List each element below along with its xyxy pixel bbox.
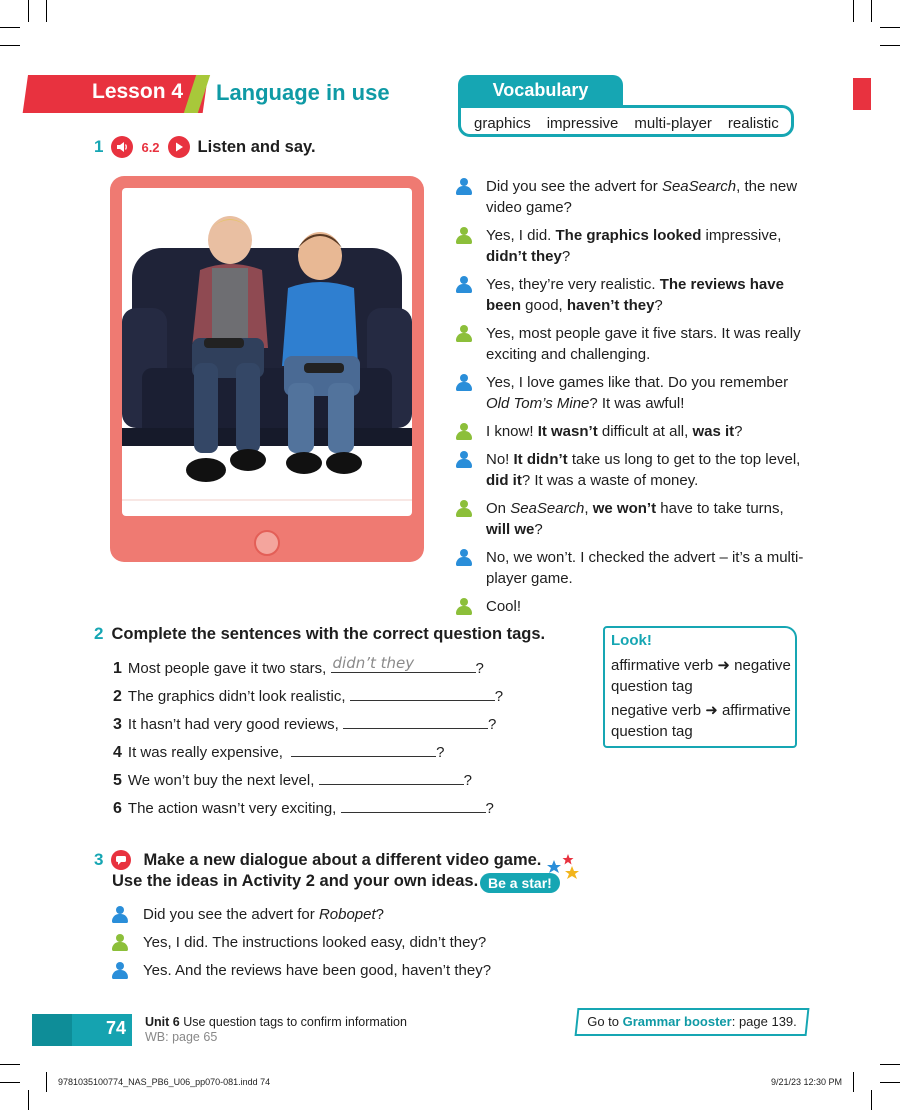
speaker-green-icon [456, 500, 472, 518]
speech-bubble-icon [111, 850, 131, 870]
dialogue-text: Did you see the advert for [143, 906, 319, 923]
booster-title: Grammar booster [622, 1014, 732, 1029]
dialogue-text: Yes, I did. [486, 227, 556, 244]
crop-mark [0, 27, 20, 28]
dialogue-text: Did you see the advert for [486, 178, 662, 195]
speaker-blue-icon [112, 906, 128, 924]
dialogue-text: I know! [486, 423, 538, 440]
dialogue-text: Yes. And the reviews have been good, haven’t they? [143, 962, 492, 979]
item-text: The graphics didn’t look realistic, [127, 688, 346, 705]
answer-blank[interactable] [341, 796, 486, 813]
dialogue-text: have to take turns, [656, 500, 784, 517]
activity3-line2: Use the ideas in Activity 2 and your own ideas. [112, 872, 479, 890]
dialogue-text: Yes, most people gave it five stars. It was really exciting and challenging. [486, 325, 801, 363]
unit-description: Use question tags to confirm information [183, 1015, 407, 1029]
booster-prefix: Go to [587, 1014, 623, 1029]
item-text: The action wasn’t very exciting, [127, 800, 337, 817]
vocab-word: multi-player [634, 115, 712, 132]
item-text: Most people gave it two stars, [127, 660, 327, 677]
play-icon[interactable] [168, 136, 190, 158]
dialogue-text: difficult at all, [597, 423, 693, 440]
item-number: 3 [113, 716, 122, 733]
activity2-instruction: Complete the sentences with the correct question tags. [111, 625, 546, 643]
dialogue-text: The reviews have been [486, 276, 784, 314]
dialogue-text: did it [486, 472, 522, 489]
dialogue-text: , [584, 500, 593, 517]
dialogue-text: ? [654, 297, 663, 314]
activity3-line1: Make a new dialogue about a different video game. [143, 850, 542, 869]
speaker-green-icon [456, 325, 472, 343]
exercise-item: 6 The action wasn’t very exciting, ? [113, 796, 494, 818]
dialogue-text: It didn’t [513, 451, 568, 468]
dialogue-text: was it [692, 423, 735, 440]
dialogue-line [486, 421, 804, 442]
speaker-blue-icon [456, 178, 472, 196]
activity1-instruction: Listen and say. [197, 137, 316, 156]
item-text: It hasn’t had very good reviews, [127, 716, 339, 733]
item-number: 5 [113, 772, 122, 789]
lesson-number: Lesson 4 [92, 80, 184, 103]
dialogue-text: Yes, they’re very realistic. [486, 276, 660, 293]
crop-mark [871, 1090, 872, 1110]
exercise-item: 3 It hasn’t had very good reviews, ? [113, 712, 496, 734]
dialogue-line [486, 225, 804, 267]
crop-mark [871, 0, 872, 22]
vocab-word: graphics [474, 115, 531, 132]
crop-mark [0, 45, 20, 46]
answer-blank[interactable] [350, 684, 495, 701]
tablet-photo [122, 188, 412, 516]
crop-mark [853, 0, 854, 22]
lesson-title: Language in use [216, 80, 390, 105]
dialogue-text: It wasn’t [537, 423, 598, 440]
exercise-item: 5 We won’t buy the next level, ? [113, 768, 472, 790]
dialogue-text: No! [486, 451, 514, 468]
item-number: 6 [113, 800, 122, 817]
answer-blank[interactable] [319, 768, 464, 785]
activity2-number: 2 [94, 624, 104, 643]
dialogue-text: impressive, [701, 227, 782, 244]
dialogue-text: No, we won’t. I checked the advert – it’s a multi-player game. [486, 549, 804, 587]
dialogue-line [143, 960, 543, 981]
look-rule-2: negative verb ➜ affirmative question tag [611, 702, 791, 740]
booster-suffix: : page 139. [731, 1014, 797, 1029]
speaker-green-icon [112, 934, 128, 952]
stars-icon [546, 852, 582, 882]
dialogue-text: Yes, I love games like that. Do you remember [486, 374, 789, 391]
activity1-number: 1 [94, 137, 104, 156]
dialogue-line [486, 176, 804, 218]
activity1-header [94, 136, 316, 158]
speaker-blue-icon [456, 276, 472, 294]
activity2-header [94, 624, 545, 644]
dialogue-text: , the new video game? [486, 178, 798, 216]
crop-mark [46, 0, 47, 22]
look-title: Look! [611, 632, 652, 649]
answer-blank[interactable] [343, 712, 488, 729]
exercise-item: 4 It was really expensive, ? [113, 740, 445, 762]
dialogue-text: didn’t they [486, 248, 562, 265]
crop-mark [0, 1064, 20, 1065]
speaker-green-icon [456, 227, 472, 245]
dialogue-line [486, 323, 804, 365]
dialogue-text: ? [534, 521, 543, 538]
item-number: 1 [113, 660, 122, 677]
page-edge-tab [853, 78, 871, 110]
dialogue-text: The graphics looked [555, 227, 702, 244]
dialogue-line [486, 449, 804, 491]
vocab-word: realistic [727, 115, 779, 132]
unit-line [145, 1015, 407, 1029]
item-number: 4 [113, 744, 122, 761]
dialogue-text: haven’t they [566, 297, 655, 314]
audio-icon[interactable] [111, 136, 133, 158]
grammar-booster-link[interactable] [576, 1014, 808, 1029]
dialogue-text: ? It was a waste of money. [521, 472, 699, 489]
dialogue-line [486, 372, 804, 414]
dialogue-line [143, 932, 543, 953]
activity3-number: 3 [94, 850, 104, 869]
dialogue-text: Old Tom’s Mine [486, 395, 590, 412]
page-number-tab-accent [32, 1014, 72, 1046]
tablet-home-button [254, 530, 280, 556]
speaker-blue-icon [112, 962, 128, 980]
dialogue-line [486, 498, 804, 540]
dialogue-line [143, 904, 543, 925]
dialogue-text: SeaSearch [661, 178, 737, 195]
vocabulary-title: Vocabulary [492, 80, 589, 100]
crop-mark [46, 1072, 47, 1092]
dialogue-text: Robopet [318, 906, 376, 923]
dialogue-text: Yes, I did. The instructions looked easy, didn’t they? [143, 934, 487, 951]
dialogue-text: ? [561, 248, 571, 265]
workbook-reference: WB: page 65 [145, 1030, 218, 1044]
vocab-word: impressive [546, 115, 619, 132]
crop-mark [28, 0, 29, 22]
speaker-blue-icon [456, 451, 472, 469]
dialogue-text: will we [486, 521, 535, 538]
dialogue-text: ? [734, 423, 743, 440]
item-text: It was really expensive, [127, 744, 283, 761]
dialogue-text: ? [375, 906, 384, 923]
crop-mark [28, 1090, 29, 1110]
dialogue-line [486, 274, 804, 316]
speaker-green-icon [456, 423, 472, 441]
exercise-item: 1 Most people gave it two stars, didn’t they ? [113, 654, 484, 677]
speaker-green-icon [456, 598, 472, 616]
activity3-header [94, 850, 541, 870]
crop-mark [880, 27, 900, 28]
answer-text: didn’t they [332, 654, 415, 672]
unit-label: Unit 6 [145, 1015, 180, 1029]
crop-mark [880, 1082, 900, 1083]
track-number: 6.2 [141, 139, 160, 155]
file-slug: 9781035100774_NAS_PB6_U06_pp070-081.indd 74 [58, 1077, 271, 1087]
dialogue-text: good, [521, 297, 567, 314]
dialogue-line [486, 547, 804, 589]
dialogue-text: On [486, 500, 511, 517]
dialogue-text: ? It was awful! [589, 395, 685, 412]
item-text: We won’t buy the next level, [127, 772, 315, 789]
be-a-star-badge: Be a star! [480, 873, 560, 893]
dialogue-text: take us long to get to the top level, [567, 451, 801, 468]
look-rule-1: affirmative verb ➜ negative question tag [611, 657, 791, 695]
crop-mark [853, 1072, 854, 1092]
exercise-item: 2 The graphics didn’t look realistic, ? [113, 684, 503, 706]
date-slug: 9/21/23 12:30 PM [771, 1077, 843, 1087]
speaker-blue-icon [456, 374, 472, 392]
crop-mark [880, 1064, 900, 1065]
dialogue-text: Cool! [486, 598, 522, 615]
dialogue-text: we won’t [592, 500, 657, 517]
item-number: 2 [113, 688, 122, 705]
crop-mark [0, 1082, 20, 1083]
dialogue-line [486, 596, 804, 617]
vocabulary-words [474, 115, 779, 132]
answer-blank[interactable] [291, 740, 436, 757]
page-number: 74 [105, 1018, 126, 1038]
dialogue-text: SeaSearch [510, 500, 585, 517]
speaker-blue-icon [456, 549, 472, 567]
answer-blank[interactable] [331, 656, 476, 673]
crop-mark [880, 45, 900, 46]
